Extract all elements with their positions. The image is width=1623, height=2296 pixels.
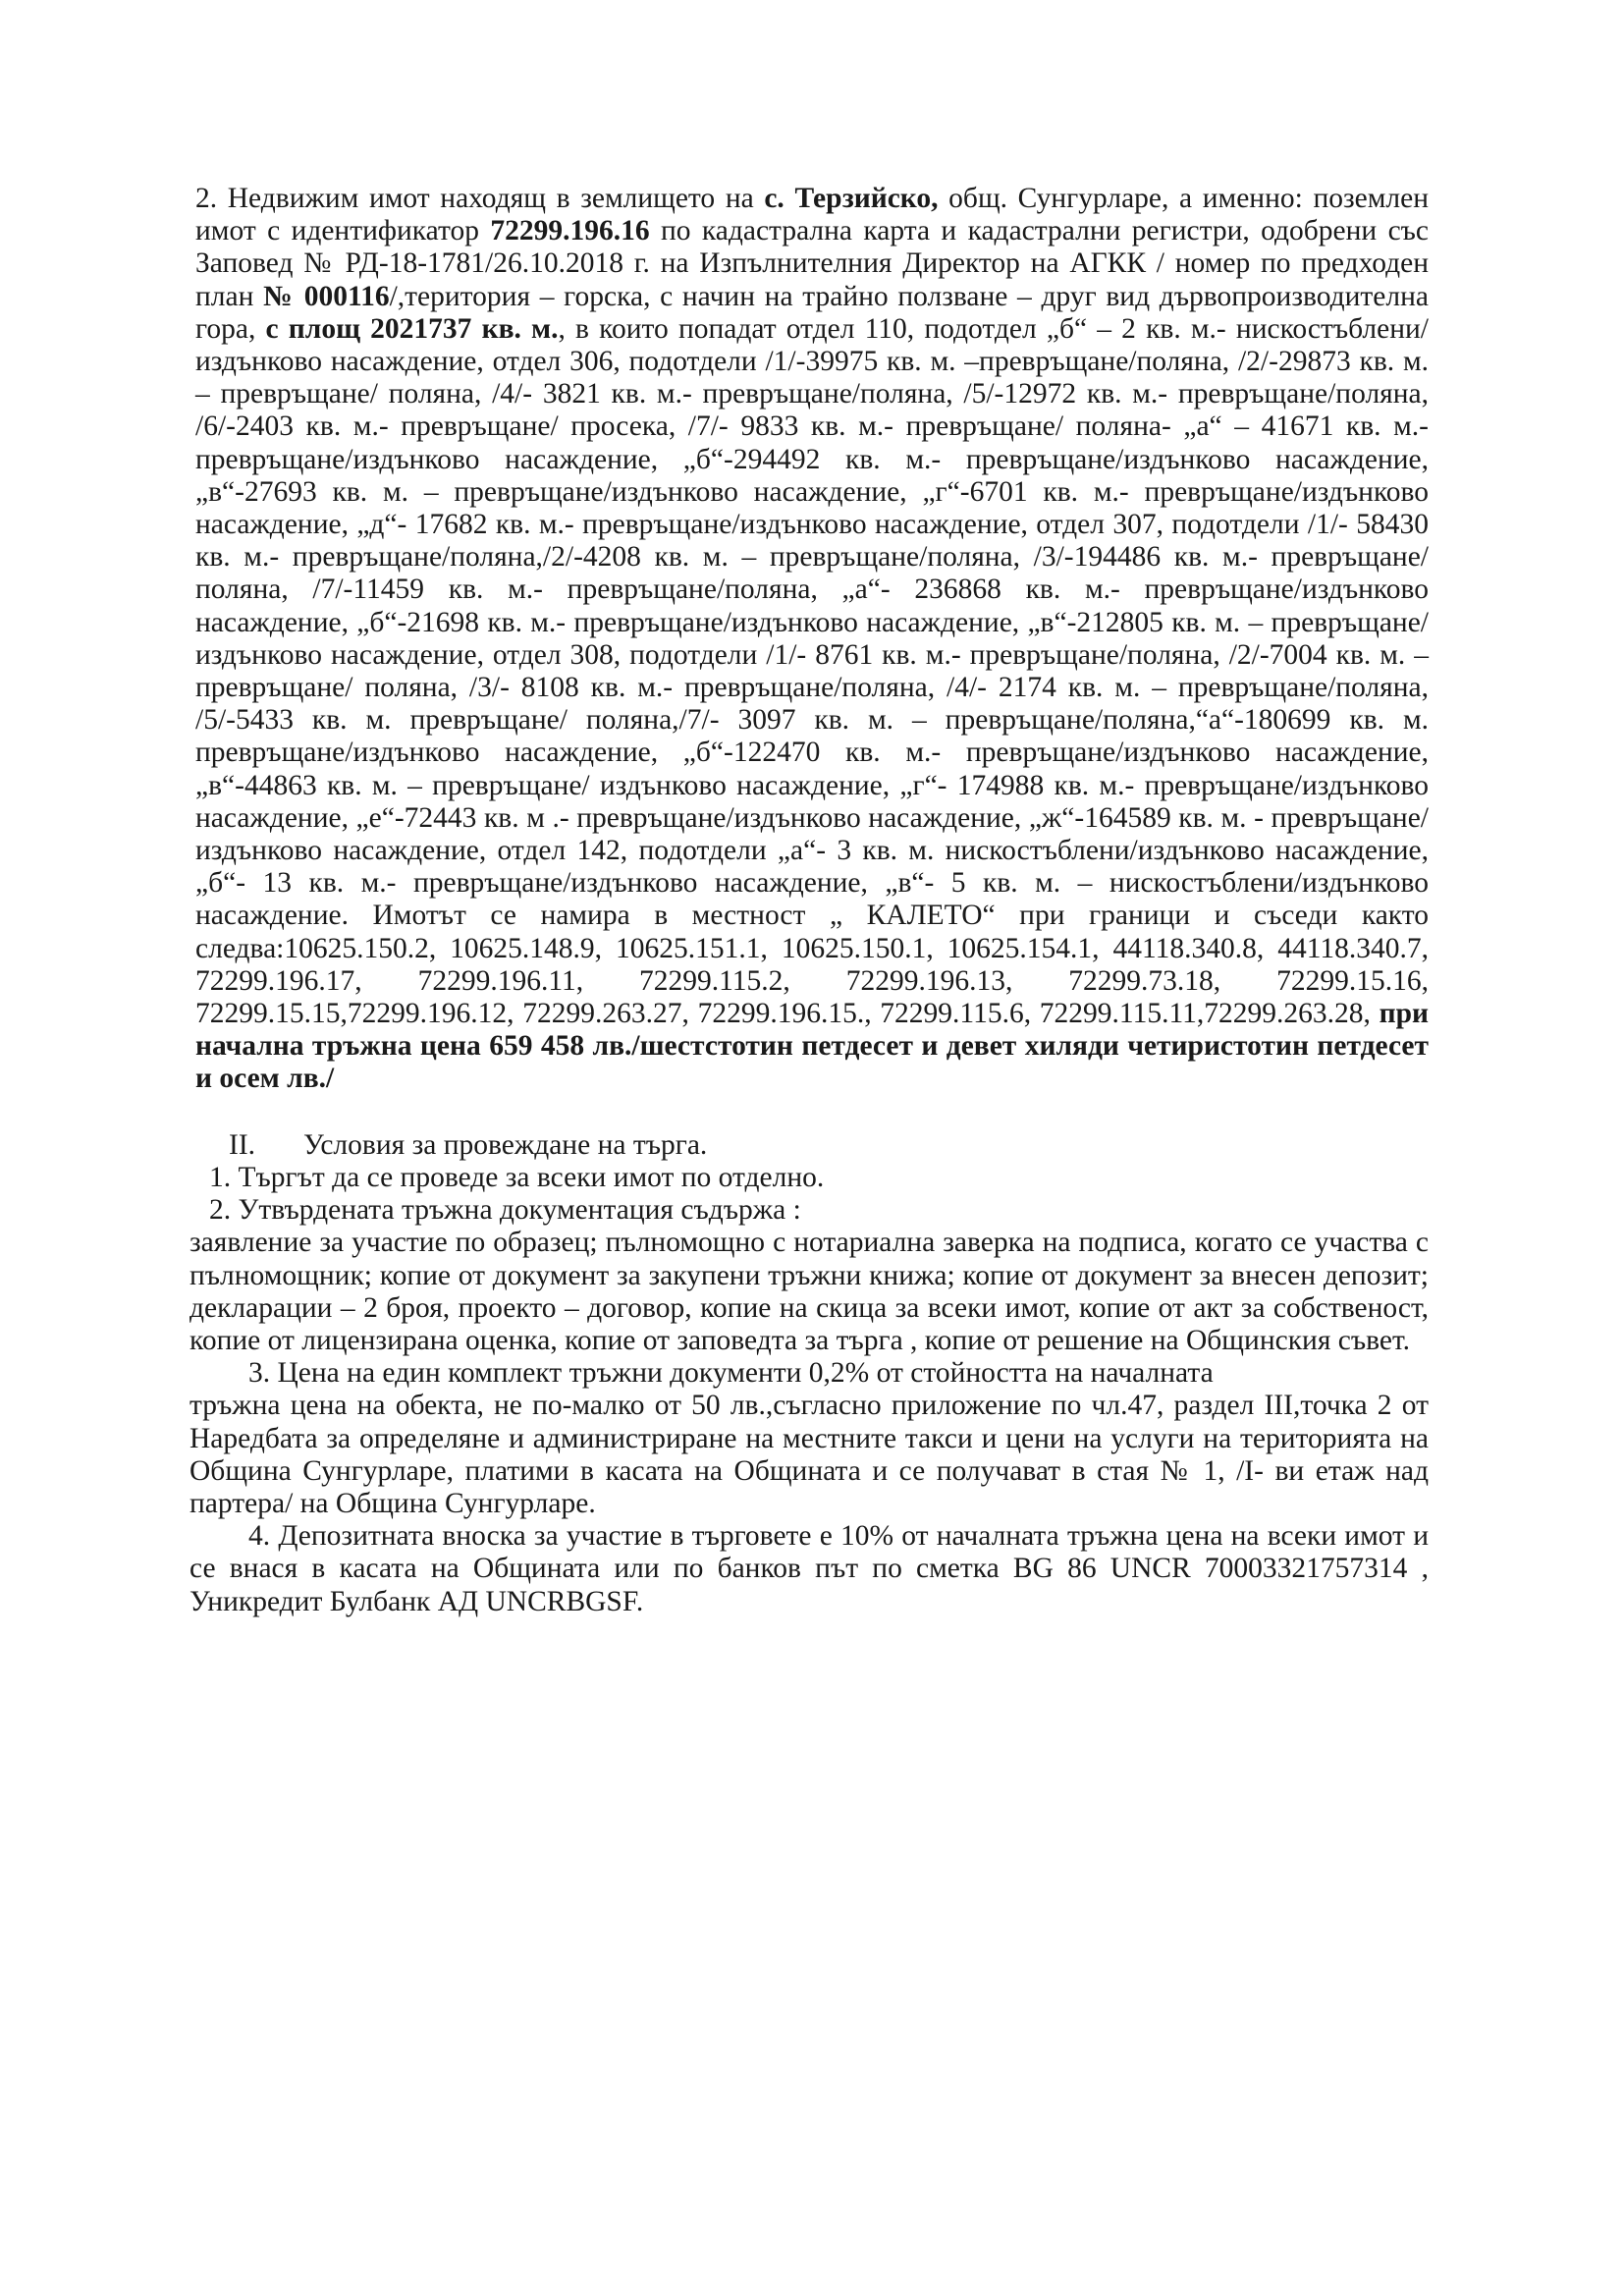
- section-title: Условия за провеждане на търга.: [303, 1128, 708, 1161]
- condition-item-3-text: тръжна цена на обекта, не по-малко от 50 лв.,съгласно приложение по чл.47, раздел III,точка 2 от Наредбата за определяне и администриране на местните такси и цени на услуги на територията на Община Сунгурларе, платими в касата на Общината и се получават в стая № 1, /I- ви етаж над партера/ на Община Сунгурларе.: [189, 1390, 1429, 1519]
- starting-price: при начална тръжна цена 659 458 лв./шестстотин петдесет и девет хиляди четиристотин петдесет и осем лв./: [195, 998, 1429, 1095]
- property-text-1: 2. Недвижим имот находящ в землището на: [195, 183, 765, 214]
- condition-item-2: 2. Утвърдената тръжна документация съдържа :: [209, 1194, 801, 1227]
- documentation-list: заявление за участие по образец; пълномощно с нотариална заверка на подписа, когато се участва с пълномощник; копие от документ за закупени тръжни книжа; копие от документ за внесен депозит; декларации – 2 броя, проекто – договор, копие на скица за всеки имот, копие от акт за собственост, копие от лицензирана оценка, копие от заповедта за търга , копие от решение на Общинския съвет.: [189, 1227, 1429, 1356]
- property-paragraph: [189, 183, 1429, 1096]
- property-text-2: общ. Сунгурларе, а именно: поземлен имот с идентификатор: [195, 183, 1430, 247]
- condition-item-4: 4. Депозитната вноска за участие в търговете е 10% от началната тръжна цена на всеки имот и се внася в касата на Общината или по банков път по сметка BG 86 UNCR 70003321757314 , Уникредит Булбанк АД UNCRBGSF.: [189, 1520, 1429, 1617]
- condition-item-3-heading: 3. Цена на един комплект тръжни документи 0,2% от стойността на началната: [248, 1357, 1214, 1390]
- old-plan-number: № 000116: [263, 280, 390, 312]
- condition-item-1: 1. Търгът да се проведе за всеки имот по отделно.: [209, 1161, 825, 1193]
- village-name: с. Терзийско,: [764, 183, 939, 214]
- section-heading: [189, 1129, 1429, 1162]
- section-number: II.: [229, 1128, 256, 1161]
- property-text-4: /,територия – горска, с начин на трайно ползване – друг вид дървопроизводителна гора,: [195, 280, 1429, 345]
- property-text-3: по кадастрална карта и кадастрални регистри, одобрени със Заповед № РД-18-1781/26.10.2018 г. на Изпълнителния Директор на АГКК / номер по предходен план: [195, 215, 1430, 312]
- property-area: с площ 2021737 кв. м.: [265, 312, 559, 345]
- document-page: [189, 183, 1429, 1618]
- property-identifier: 72299.196.16: [490, 215, 650, 247]
- property-text-5: , в които попадат отдел 110, подотдел „б“ – 2 кв. м.- нискостъблени/издънково насаждение, отдел 306, подотдели /1/-39975 кв. м. –превръщане/поляна, /2/-29873 кв. м. – превръщане/ поляна, /4/- 3821 кв. м.- превръщане/поляна, /5/-12972 кв. м.- превръщане/поляна, /6/-2403 кв. м.- превръщане/ просека, /7/- 9833 кв. м.- превръщане/ поляна- „а“ – 41671 кв. м.- превръщане/издънково насаждение, „б“-294492 кв. м.- превръщане/издънково насаждение, „в“-27693 кв. м. – превръщане/издънково насаждение, „г“-6701 кв. м.- превръщане/издънково насаждение, „д“- 17682 кв. м.- превръщане/издънково насаждение, отдел 307, подотдели /1/- 58430 кв. м.- превръщане/поляна,/2/-4208 кв. м. – превръщане/поляна, /3/-194486 кв. м.- превръщане/ поляна, /7/-11459 кв. м.- превръщане/поляна, „а“- 236868 кв. м.- превръщане/издънково насаждение, „б“-21698 кв. м.- превръщане/издънково насаждение, „в“-212805 кв. м. – превръщане/издънково насаждение, отдел 308, подотдели /1/- 8761 кв. м.- превръщане/поляна, /2/-7004 кв. м. – превръщане/ поляна, /3/- 8108 кв. м.- превръщане/поляна, /4/- 2174 кв. м. – превръщане/поляна, /5/-5433 кв. м. превръщане/ поляна,/7/- 3097 кв. м. – превръщане/поляна,“а“-180699 кв. м. превръщане/издънково насаждение, „б“-122470 кв. м.- превръщане/издънково насаждение, „в“-44863 кв. м. – превръщане/ издънково насаждение, „г“- 174988 кв. м.- превръщане/издънково насаждение, „е“-72443 кв. м .- превръщане/издънково насаждение, „ж“-164589 кв. м. - превръщане/издънково насаждение, отдел 142, подотдели „а“- 3 кв. м. нискостъблени/издънково насаждение, „б“- 13 кв. м.- превръщане/издънково насаждение, „в“- 5 кв. м. – нискостъблени/издънково насаждение. Имотът се намира в местност „ КАЛЕТО“ при граници и съседи както следва:10625.150.2, 10625.148.9, 10625.151.1, 10625.150.1, 10625.154.1, 44118.340.8, 44118.340.7, 72299.196.17, 72299.196.11, 72299.115.2, 72299.196.13, 72299.73.18, 72299.15.16, 72299.15.15,72299.196.12, 72299.263.27, 72299.196.15., 72299.115.6, 72299.115.11,72299.263.28,: [195, 312, 1429, 1030]
